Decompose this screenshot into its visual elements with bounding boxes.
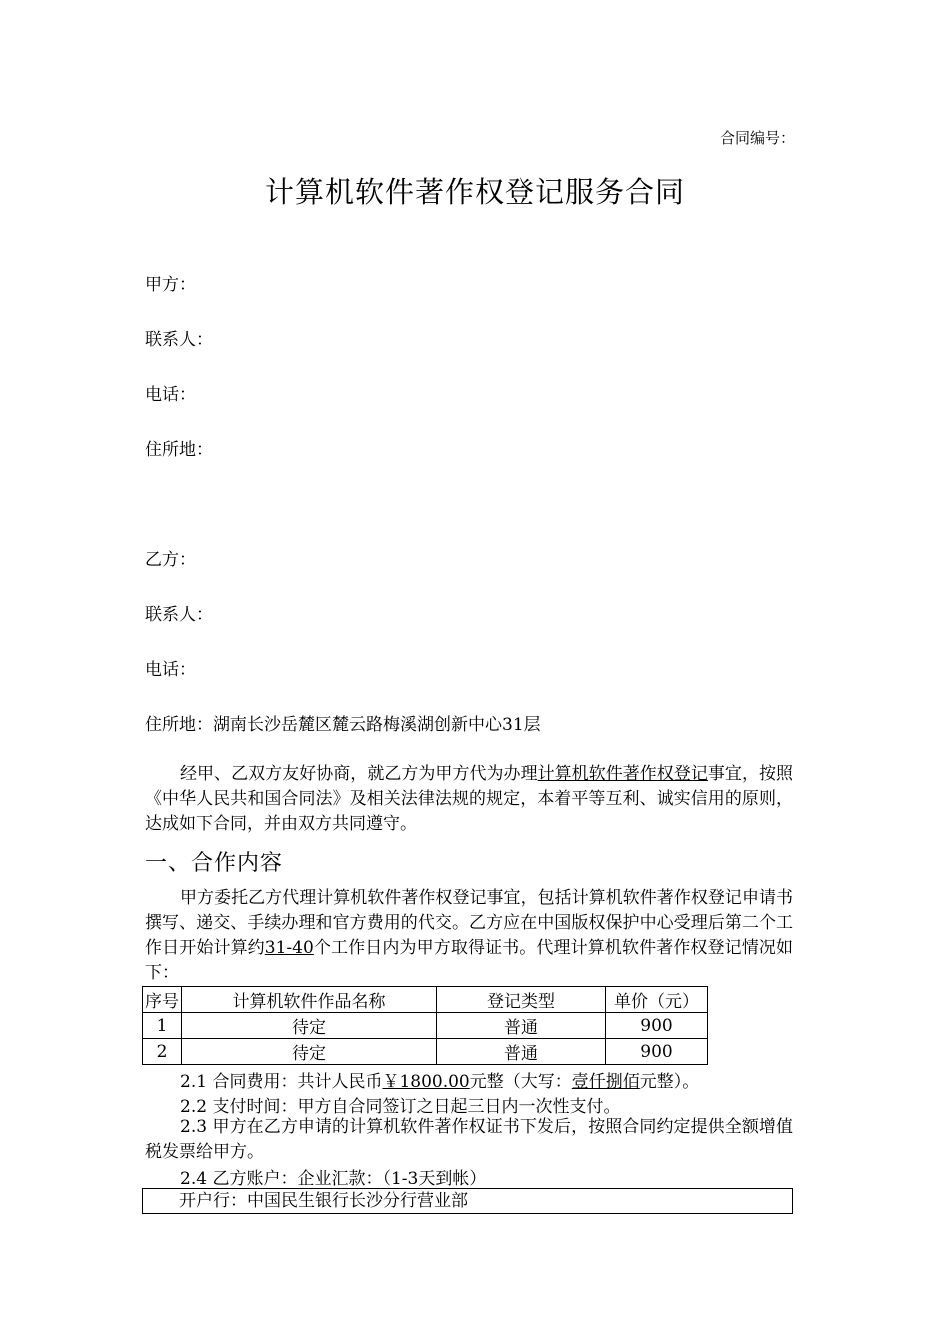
col-header-name: 计算机软件作品名称 [182, 987, 437, 1013]
cell-name: 待定 [182, 1039, 437, 1065]
clause-2-1: 2.1 合同费用：共计人民币￥1800.00元整（大写：壹仟捌佰元整）。 [180, 1072, 700, 1092]
cell-name: 待定 [182, 1013, 437, 1039]
party-a-phone: 电话： [145, 385, 196, 405]
table-header-row [143, 987, 708, 1013]
processing-days: 31-40 [264, 938, 314, 958]
contract-number-label: 合同编号： [719, 129, 795, 147]
col-header-index: 序号 [143, 987, 182, 1013]
service-name: 计算机软件著作权登记 [537, 764, 708, 784]
cell-price: 900 [606, 1013, 708, 1039]
clause-2-2: 2.2 支付时间：甲方自合同签订之日起三日内一次性支付。 [180, 1097, 621, 1117]
party-b-contact: 联系人： [145, 605, 213, 625]
cell-index: 2 [143, 1039, 182, 1065]
amount-in-words: 壹仟捌佰 [571, 1072, 640, 1092]
section-1-paragraph: 甲方委托乙方代理计算机软件著作权登记事宜，包括计算机软件著作权登记申请书撰写、递交、手续办理和官方费用的代交。乙方应在中国版权保护中心受理后第二个工作日开始计算约31-40个工作日内为甲方取得证书。代理计算机软件著作权登记情况如下： [145, 888, 793, 983]
table-row [143, 1039, 708, 1065]
total-amount: ￥1800.00 [382, 1072, 470, 1092]
contract-title: 计算机软件著作权登记服务合同 [264, 175, 685, 209]
party-a-label: 甲方： [145, 275, 196, 295]
clause-2-3: 2.3 甲方在乙方申请的计算机软件著作权证书下发后，按照合同约定提供全额增值税发票给甲方。 [145, 1117, 793, 1162]
cell-index: 1 [143, 1013, 182, 1039]
party-b-label: 乙方： [145, 550, 196, 570]
party-a-contact: 联系人： [145, 330, 213, 350]
clause-2-4: 2.4 乙方账户：企业汇款：（1-3天到帐） [180, 1169, 487, 1189]
table-row [143, 1013, 708, 1039]
intro-paragraph: 经甲、乙双方友好协商，就乙方为甲方代为办理计算机软件著作权登记事宜，按照《中华人民共和国合同法》及相关法律法规的规定，本着平等互利、诚实信用的原则，达成如下合同，并由双方共同遵守。 [145, 764, 794, 834]
bank-info-box [142, 1188, 793, 1214]
party-a-address: 住所地： [145, 440, 213, 460]
bank-name: 开户行：中国民生银行长沙分行营业部 [179, 1191, 468, 1211]
party-b-phone: 电话： [145, 660, 196, 680]
party-b-address: 住所地：湖南长沙岳麓区麓云路梅溪湖创新中心31层 [145, 715, 541, 735]
col-header-type: 登记类型 [437, 987, 606, 1013]
registration-table [142, 986, 708, 1065]
col-header-price: 单价（元） [606, 987, 708, 1013]
cell-price: 900 [606, 1039, 708, 1065]
cell-type: 普通 [437, 1039, 606, 1065]
cell-type: 普通 [437, 1013, 606, 1039]
section-1-heading: 一、合作内容 [145, 851, 284, 876]
